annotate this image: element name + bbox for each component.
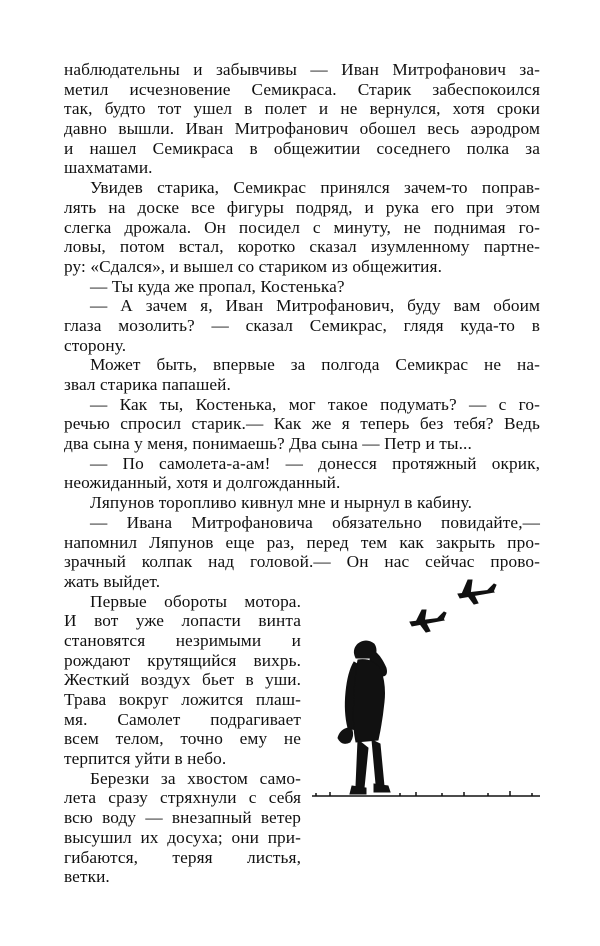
paragraph xyxy=(64,178,540,276)
text-line: Березки за хвостом само- xyxy=(90,768,301,788)
text-line: жать выйдет. xyxy=(64,571,161,591)
text-line: шахматами. xyxy=(64,158,153,178)
text-line: становятся незримыми и xyxy=(64,630,301,650)
ground-line xyxy=(312,791,540,796)
text-line: сторону. xyxy=(64,335,127,355)
text-line: И вот уже лопасти винта xyxy=(64,611,301,631)
text-line: так, будто тот ушел в полет и не вернулся, хотя сроки xyxy=(64,99,540,119)
text-line: всю воду — внезапный ветер xyxy=(64,808,301,828)
text-line: гибаются, теряя листья, xyxy=(64,847,301,867)
text-line: два сына у меня, понимаешь? Два сына — Петр и ты... xyxy=(64,434,472,454)
text-line: звал старика папашей. xyxy=(64,375,231,394)
man-silhouette xyxy=(338,641,390,794)
text-line: Ляпунов торопливо кивнул мне и нырнул в кабину. xyxy=(90,493,472,513)
text-line: лета сразу стряхнули с себя xyxy=(64,788,301,808)
text-line: высушил их досуха; они при- xyxy=(64,827,301,847)
text-line: — А зачем я, Иван Митрофанович, буду вам обоим xyxy=(90,296,540,316)
text-line: ру: «Сдался», и вышел со стариком из общежития. xyxy=(64,256,442,276)
text-line: слегка дрожала. Он посидел с минуту, не поднимая го- xyxy=(64,217,540,237)
text-line: лять на доске все фигуры подряд, и рука его при этом xyxy=(64,197,540,217)
airplane-lower xyxy=(410,610,446,632)
text-line: Увидев старика, Семикрас принялся зачем-то поправ- xyxy=(90,178,540,198)
text-line: всем телом, точно ему не xyxy=(64,729,301,749)
text-line: рождают крутящийся вихрь. xyxy=(64,650,301,670)
paragraph xyxy=(64,277,540,297)
paragraph xyxy=(64,296,540,355)
text-line: — Ивана Митрофановича обязательно повидайте,— xyxy=(90,512,540,532)
paragraph xyxy=(64,60,540,178)
airplane-upper xyxy=(458,580,496,604)
text-line: мя. Самолет подрагивает xyxy=(64,709,301,729)
text-line: глаза мозолить? — сказал Семикрас, глядя куда-то в xyxy=(64,315,540,335)
text-line: напомнил Ляпунов еще раз, перед тем как закрыть про- xyxy=(64,532,540,552)
text-line: давно вышли. Иван Митрофанович обошел весь аэродром xyxy=(64,119,540,139)
paragraph xyxy=(64,395,540,454)
text-line: терпится уйти в небо. xyxy=(64,749,227,769)
text-line: — По самолета-а-ам! — донесся протяжный окрик, xyxy=(90,453,540,473)
paragraph xyxy=(64,769,301,887)
text-wide-column xyxy=(64,60,540,592)
text-line: Трава вокруг ложится плаш- xyxy=(64,690,301,709)
text-narrow-column xyxy=(64,592,301,887)
text-line: — Как ты, Костенька, мог такое подумать? — с го- xyxy=(90,394,540,414)
text-line: ветки. xyxy=(64,867,110,887)
paragraph xyxy=(64,454,540,493)
text-line: зрачный колпак над головой.— Он нас сейчас прово- xyxy=(64,552,540,572)
paragraph xyxy=(64,592,301,769)
text-line: Жесткий воздух бьет в уши. xyxy=(64,670,301,690)
text-line: Первые обороты мотора. xyxy=(90,591,301,611)
text-line: неожиданный, хотя и долгожданный. xyxy=(64,473,341,493)
text-line: ловы, потом встал, коротко сказал изумленному партне- xyxy=(64,237,540,257)
illustration-man-watching-planes xyxy=(312,572,540,817)
text-line: наблюдательны и забывчивы — Иван Митрофанович за- xyxy=(64,60,540,79)
paragraph xyxy=(64,355,540,394)
text-line: и нашел Семикраса в общежитии соседнего полка за xyxy=(64,138,540,158)
paragraph xyxy=(64,493,540,513)
text-line: Может быть, впервые за полгода Семикрас не на- xyxy=(90,355,540,375)
text-line: метил исчезновение Семикраса. Старик забеспокоился xyxy=(64,79,540,99)
text-line: речью спросил старик.— Как же я теперь без тебя? Ведь xyxy=(64,414,540,434)
text-line: — Ты куда же пропал, Костенька? xyxy=(90,276,345,296)
